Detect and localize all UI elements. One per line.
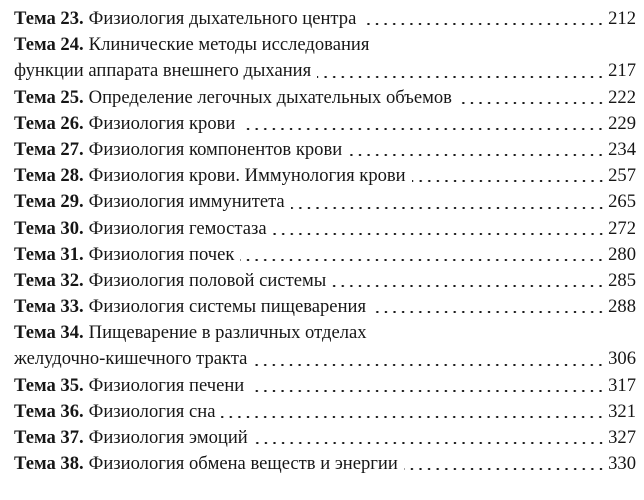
topic-title: Физиология компонентов крови [88, 138, 343, 160]
table-of-contents [14, 6, 636, 477]
toc-line [14, 189, 636, 215]
topic-title: Физиология системы пищеварения [88, 296, 367, 318]
topic-title: Определение легочных дыхательных объемов [88, 86, 452, 108]
topic-title: Физиология дыхательного центра [88, 8, 357, 29]
toc-line [14, 137, 636, 163]
page-number: 217 [608, 60, 636, 82]
toc-line [14, 85, 636, 111]
topic-title-continuation: функции аппарата внешнего дыхания [14, 60, 312, 82]
topic-title-continuation: желудочно-кишечного тракта [14, 348, 248, 370]
topic-number: Тема 34. [14, 322, 84, 344]
topic-number: Тема 36. [14, 400, 84, 422]
page-number: 222 [608, 86, 636, 108]
toc-entry [14, 189, 636, 215]
toc-line [14, 294, 636, 320]
page-number: 280 [608, 243, 636, 265]
topic-number: Тема 27. [14, 138, 84, 160]
toc-entry [14, 85, 636, 111]
toc-entry [14, 163, 636, 189]
dot-leader [412, 180, 605, 182]
toc-entry [14, 399, 636, 425]
dot-leader [404, 468, 605, 470]
toc-entry [14, 32, 636, 84]
topic-number: Тема 23. [14, 8, 84, 29]
toc-line [14, 399, 636, 425]
page-number: 288 [608, 296, 636, 318]
dot-leader [254, 442, 605, 444]
toc-entry [14, 111, 636, 137]
topic-title: Клинические методы исследования [88, 34, 370, 56]
page-number: 321 [608, 400, 636, 422]
dot-leader [362, 23, 605, 25]
page-number: 317 [608, 374, 636, 396]
topic-number: Тема 28. [14, 165, 84, 187]
toc-line [14, 425, 636, 451]
page-number: 257 [608, 165, 636, 187]
dot-leader [241, 128, 605, 130]
topic-number: Тема 35. [14, 374, 84, 396]
toc-line [14, 163, 636, 189]
dot-leader [332, 285, 605, 287]
toc-line [14, 6, 636, 32]
dot-leader [250, 390, 605, 392]
page-number: 327 [608, 427, 636, 448]
toc-entry [14, 451, 636, 477]
topic-number: Тема 25. [14, 86, 84, 108]
topic-title: Физиология гемостаза [88, 217, 267, 239]
toc-line-continuation [14, 346, 636, 372]
toc-entry [14, 6, 636, 32]
dot-leader [317, 76, 605, 78]
page-number: 212 [608, 8, 636, 29]
topic-title: Физиология почек [88, 243, 235, 265]
toc-entry [14, 294, 636, 320]
dot-leader [273, 233, 605, 235]
topic-number: Тема 24. [14, 34, 84, 56]
toc-line-continuation [14, 58, 636, 84]
toc-line [14, 32, 636, 58]
topic-number: Тема 31. [14, 243, 84, 265]
topic-title: Физиология иммунитета [88, 191, 285, 213]
dot-leader [221, 416, 605, 418]
topic-number: Тема 29. [14, 191, 84, 213]
dot-leader [253, 364, 605, 366]
topic-title: Физиология печени [88, 374, 245, 396]
toc-line [14, 451, 636, 477]
topic-number: Тема 33. [14, 296, 84, 318]
dot-leader [240, 259, 605, 261]
toc-entry [14, 320, 636, 372]
dot-leader [291, 207, 605, 209]
topic-title: Физиология крови. Иммунология крови [88, 165, 406, 187]
toc-entry [14, 216, 636, 242]
page-number: 285 [608, 269, 636, 291]
topic-number: Тема 32. [14, 269, 84, 291]
dot-leader [458, 102, 605, 104]
topic-title: Физиология крови [88, 112, 236, 134]
toc-line [14, 268, 636, 294]
topic-number: Тема 37. [14, 427, 84, 448]
topic-title: Физиология сна [88, 400, 216, 422]
page-number: 306 [608, 348, 636, 370]
dot-leader [372, 311, 605, 313]
toc-line [14, 373, 636, 399]
toc-line [14, 242, 636, 268]
toc-line [14, 111, 636, 137]
toc-entry [14, 137, 636, 163]
page-number: 272 [608, 217, 636, 239]
page-number: 330 [608, 453, 636, 475]
topic-title: Физиология половой системы [88, 269, 327, 291]
topic-number: Тема 38. [14, 453, 84, 475]
topic-number: Тема 26. [14, 112, 84, 134]
toc-line [14, 216, 636, 242]
toc-entry [14, 373, 636, 399]
toc-entry [14, 242, 636, 268]
page-number: 234 [608, 138, 636, 160]
topic-title: Физиология эмоций [88, 427, 248, 448]
page-number: 265 [608, 191, 636, 213]
dot-leader [348, 154, 605, 156]
page-number: 229 [608, 112, 636, 134]
topic-number: Тема 30. [14, 217, 84, 239]
toc-entry [14, 268, 636, 294]
toc-line [14, 320, 636, 346]
toc-entry [14, 425, 636, 451]
topic-title: Физиология обмена веществ и энергии [88, 453, 398, 475]
topic-title: Пищеварение в различных отделах [88, 322, 367, 344]
